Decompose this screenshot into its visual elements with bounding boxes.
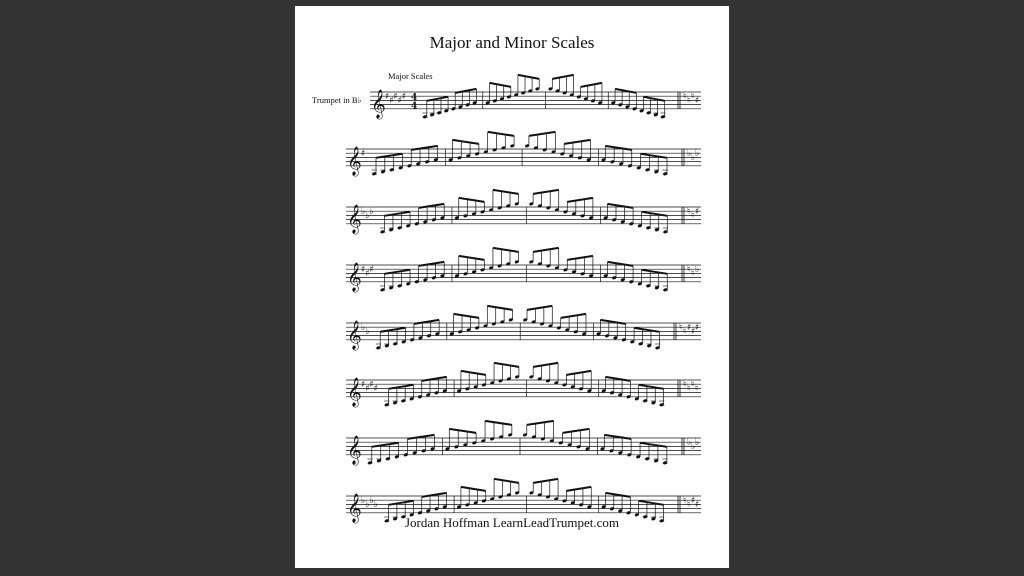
courtesy-accidental: ♭ <box>687 438 692 448</box>
courtesy-accidental: ♭ <box>695 149 700 159</box>
key-signature-accidental: ♭ <box>365 327 370 337</box>
courtesy-accidental: ♮ <box>683 496 687 506</box>
beam <box>564 140 590 144</box>
courtesy-accidental: ♯ <box>691 496 696 506</box>
sheet-music-page <box>295 6 729 568</box>
beam <box>561 314 586 318</box>
key-signature-accidental: ♯ <box>361 380 366 390</box>
beam <box>552 75 573 79</box>
courtesy-accidental: ♭ <box>691 153 696 163</box>
courtesy-accidental: ♯ <box>691 327 696 337</box>
courtesy-accidental: ♮ <box>687 265 691 275</box>
beam <box>529 132 555 136</box>
courtesy-accidental: ♮ <box>691 380 695 390</box>
beam <box>533 190 559 194</box>
footer-credit: Jordan Hoffman LearnLeadTrumpet.com <box>404 515 620 530</box>
instrument-label: Trumpet in B♭ <box>312 95 362 105</box>
key-signature-accidental: ♯ <box>365 384 370 394</box>
key-signature-accidental: ♭ <box>369 207 374 217</box>
key-signature-accidental: ♯ <box>401 92 407 102</box>
courtesy-accidental: ♮ <box>683 327 687 337</box>
beam <box>567 198 593 202</box>
courtesy-accidental: ♯ <box>695 207 700 217</box>
key-signature-accidental: ♭ <box>361 207 366 217</box>
courtesy-accidental: ♮ <box>683 380 687 390</box>
page-title: Major and Minor Scales <box>429 33 595 52</box>
beam <box>454 314 479 318</box>
courtesy-accidental: ♮ <box>687 384 691 394</box>
courtesy-accidental: ♭ <box>695 438 700 448</box>
courtesy-accidental: ♮ <box>687 96 691 106</box>
key-signature-accidental: ♭ <box>365 211 370 221</box>
courtesy-accidental: ♮ <box>691 269 695 279</box>
courtesy-accidental: ♭ <box>687 149 692 159</box>
key-signature-accidental: ♭ <box>373 500 378 510</box>
beam <box>527 421 554 425</box>
beam <box>563 429 590 433</box>
key-signature-accidental: ♯ <box>365 269 370 279</box>
beam <box>461 487 486 491</box>
music-score <box>295 6 729 568</box>
treble-clef: 𝄞 <box>347 492 362 522</box>
courtesy-accidental: ♮ <box>687 207 691 217</box>
beam <box>494 479 519 483</box>
beam <box>494 363 519 367</box>
courtesy-accidental: ♮ <box>687 500 691 510</box>
beam <box>488 132 514 136</box>
beam <box>487 306 512 310</box>
courtesy-accidental: ♮ <box>691 92 695 102</box>
beam <box>493 248 519 252</box>
beam <box>461 371 486 375</box>
beam <box>459 256 485 260</box>
beam <box>518 75 539 79</box>
courtesy-accidental: ♭ <box>691 442 696 452</box>
beam <box>581 83 602 87</box>
courtesy-accidental: ♮ <box>691 211 695 221</box>
treble-clef: 𝄞 <box>347 145 362 175</box>
treble-clef: 𝄞 <box>347 203 362 233</box>
courtesy-accidental: ♯ <box>695 323 700 333</box>
beam <box>533 248 559 252</box>
treble-clef: 𝄞 <box>347 434 362 464</box>
treble-clef: 𝄞 <box>347 376 362 406</box>
beam <box>452 140 478 144</box>
key-signature-accidental: ♯ <box>389 96 394 106</box>
courtesy-accidental: ♯ <box>687 323 692 333</box>
beam <box>485 421 512 425</box>
key-signature-accidental: ♭ <box>365 500 370 510</box>
key-signature-accidental: ♯ <box>369 265 374 275</box>
key-signature-accidental: ♯ <box>361 149 366 159</box>
treble-clef: 𝄞 <box>371 88 386 118</box>
beam <box>490 83 511 87</box>
key-signature-accidental: ♭ <box>369 496 374 506</box>
key-signature-accidental: ♯ <box>373 384 378 394</box>
time-signature-bottom: 4 <box>411 101 418 112</box>
treble-clef: 𝄞 <box>347 319 362 349</box>
key-signature-accidental: ♭ <box>361 496 366 506</box>
beam <box>449 429 476 433</box>
key-signature-accidental: ♯ <box>361 265 366 275</box>
beam <box>493 190 519 194</box>
beam <box>567 256 593 260</box>
courtesy-accidental: ♮ <box>679 323 683 333</box>
section-label: Major Scales <box>388 71 433 81</box>
courtesy-accidental: ♭ <box>695 265 700 275</box>
beam <box>566 371 591 375</box>
key-signature-accidental: ♯ <box>385 92 390 102</box>
beam <box>533 479 558 483</box>
key-signature-accidental: ♯ <box>393 92 398 102</box>
key-signature-accidental: ♯ <box>369 380 374 390</box>
beam <box>459 198 485 202</box>
courtesy-accidental: ♯ <box>695 500 700 510</box>
courtesy-accidental: ♮ <box>683 92 687 102</box>
courtesy-accidental: ♮ <box>695 384 699 394</box>
key-signature-accidental: ♯ <box>397 96 402 106</box>
beam <box>533 363 558 367</box>
courtesy-accidental: ♯ <box>695 96 700 106</box>
treble-clef: 𝄞 <box>347 261 362 291</box>
beam <box>527 306 552 310</box>
beam <box>566 487 591 491</box>
key-signature-accidental: ♭ <box>361 323 366 333</box>
time-signature-top: 4 <box>411 93 418 103</box>
